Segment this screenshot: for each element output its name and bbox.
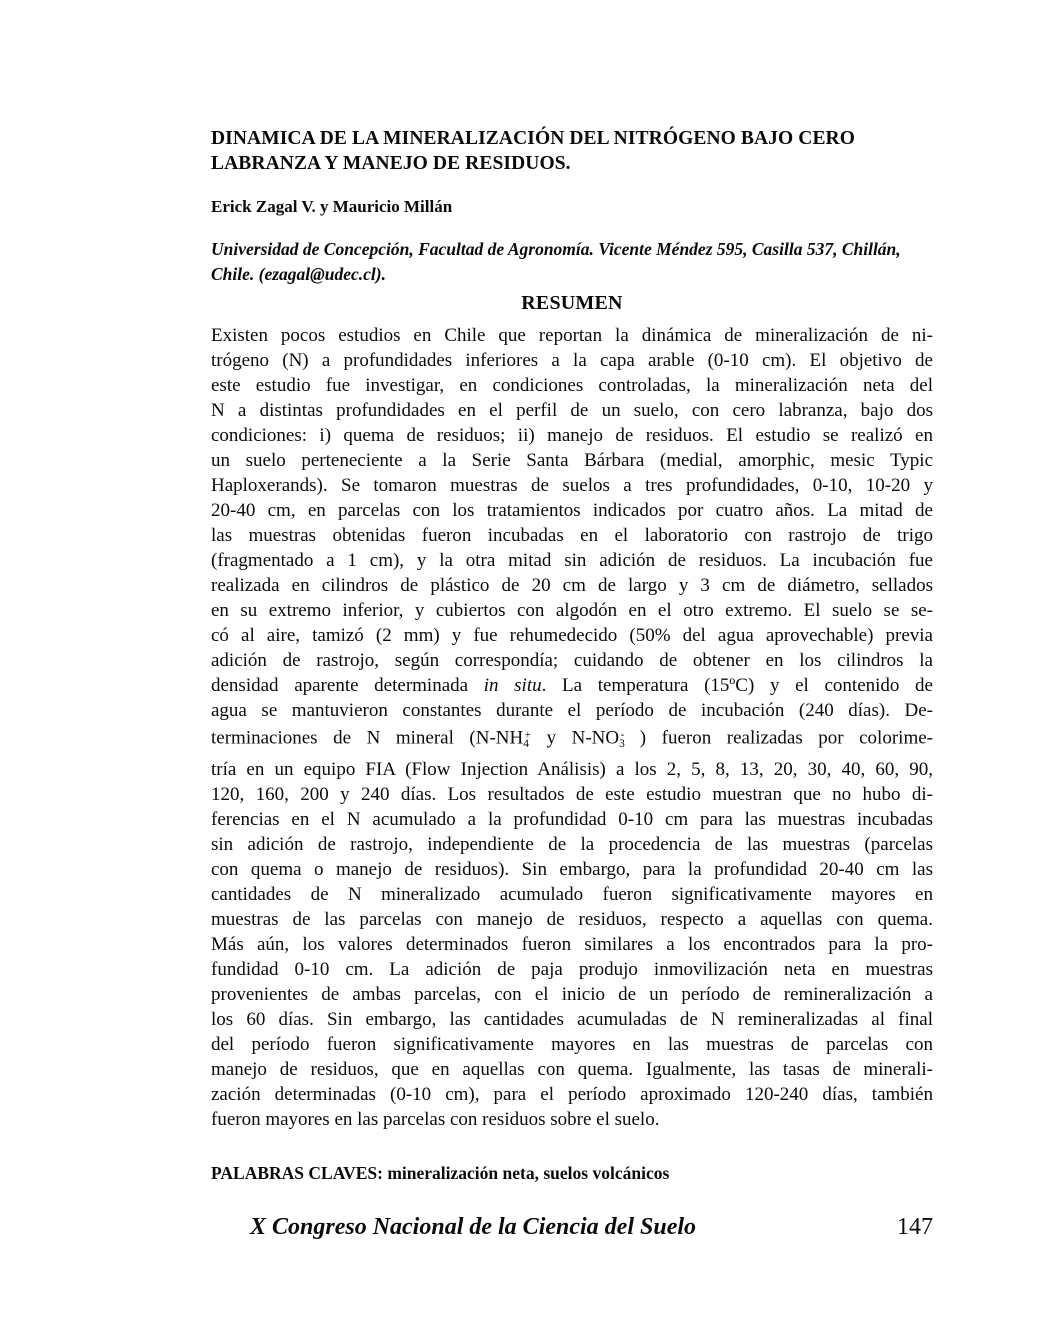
abstract-line [211, 673, 933, 698]
abstract-segment: 120, 160, 200 y 240 días. Los resultados de este estudio muestran que no hubo di- [211, 783, 933, 805]
abstract-segment: con quema o manejo de residuos). Sin embargo, para la profundidad 20-40 cm las [211, 858, 933, 880]
author-line: Erick Zagal V. y Mauricio Millán [211, 197, 453, 216]
keywords-label: PALABRAS CLAVES: [211, 1162, 383, 1183]
abstract-segment: ) fueron realizadas por colorime- [624, 727, 933, 749]
abstract-line [211, 723, 933, 757]
abstract-line [211, 623, 933, 648]
page-title [211, 126, 933, 176]
abstract-segment: un suelo perteneciente a la Serie Santa Bárbara (medial, amorphic, mesic Typic [211, 450, 933, 471]
abstract-segment: condiciones: i) quema de residuos; ii) manejo de residuos. El estudio se realizó en [211, 425, 933, 446]
abstract-segment-sub: 4 [523, 737, 529, 750]
abstract-line [211, 1057, 933, 1082]
affiliation-line-1: Universidad de Concepción, Facultad de Agronomía. Vicente Méndez 595, Casilla 537, Chillán, [211, 239, 901, 259]
abstract-segment: fundidad 0-10 cm. La adición de paja produjo inmovilización neta en muestras [211, 958, 933, 980]
abstract-line [211, 523, 933, 548]
abstract-segment: có al aire, tamizó (2 mm) y fue rehumedecido (50% del agua aprovechable) previa [211, 625, 933, 646]
abstract-segment: tría en un equipo FIA (Flow Injection Análisis) a los 2, 5, 8, 13, 20, 30, 40, 60, 90, [211, 758, 933, 780]
abstract-segment: agua se mantuvieron constantes durante el período de incubación (240 días). De- [211, 700, 933, 721]
keywords-line [211, 1162, 933, 1184]
abstract-segment: N a distintas profundidades en el perfil de un suelo, con cero labranza, bajo dos [211, 400, 933, 421]
abstract-line [211, 698, 933, 723]
abstract-line [211, 932, 933, 957]
abstract-line [211, 398, 933, 423]
abstract-segment: este estudio fue investigar, en condiciones controladas, la mineralización neta del [211, 375, 933, 396]
abstract-segment: adición de rastrojo, según correspondía; cuidando de obtener en los cilindros la [211, 650, 933, 671]
abstract-segment: zación determinadas (0-10 cm), para el período aproximado 120-240 días, también [211, 1083, 933, 1105]
abstract-segment: densidad aparente determinada [211, 675, 484, 696]
abstract-line [211, 473, 933, 498]
abstract-segment: muestras de las parcelas con manejo de residuos, respecto a aquellas con quema. [211, 908, 933, 930]
abstract-segment: 20-40 cm, en parcelas con los tratamientos indicados por cuatro años. La mitad de [211, 500, 933, 521]
abstract-line [211, 857, 933, 882]
abstract-segment: terminaciones de N mineral (N-NH [211, 727, 524, 749]
abstract-line [211, 782, 933, 807]
abstract-segment: y N-NO [531, 727, 620, 749]
abstract-segment-sub: 3 [619, 737, 625, 750]
abstract-line [211, 423, 933, 448]
abstract-line [211, 907, 933, 932]
abstract-line [211, 1082, 933, 1107]
abstract-segment: Haploxerands). Se tomaron muestras de suelos a tres profundidades, 0-10, 10-20 y [211, 475, 933, 496]
abstract-line [211, 982, 933, 1007]
page-content [211, 0, 933, 1242]
abstract-segment: provenientes de ambas parcelas, con el inicio de un período de remineralización a [211, 983, 933, 1005]
abstract-segment: Existen pocos estudios en Chile que reportan la dinámica de mineralización de ni- [211, 325, 933, 346]
abstract-segment-sup: + [524, 729, 532, 741]
abstract-segment: . La temperatura (15ºC) y el contenido de [541, 675, 933, 696]
abstract-segment: cantidades de N mineralizado acumulado fueron significativamente mayores en [211, 883, 933, 905]
abstract-line [211, 598, 933, 623]
abstract-line [211, 548, 933, 573]
abstract-segment: realizada en cilindros de plástico de 20 cm de largo y 3 cm de diámetro, sellados [211, 575, 933, 596]
abstract-line [211, 323, 933, 348]
abstract-line [211, 648, 933, 673]
abstract-segment: (fragmentado a 1 cm), y la otra mitad sin adición de residuos. La incubación fue [211, 550, 933, 571]
abstract-segment: en su extremo inferior, y cubiertos con algodón en el otro extremo. El suelo se se- [211, 600, 933, 621]
abstract-segment: las muestras obtenidas fueron incubadas en el laboratorio con rastrojo de trigo [211, 525, 933, 546]
abstract-line [211, 757, 933, 782]
affiliation-line-2: Chile. (ezagal@udec.cl). [211, 264, 386, 284]
abstract-line [211, 448, 933, 473]
abstract-segment-sup: - [620, 729, 625, 741]
abstract-segment: los 60 días. Sin embargo, las cantidades acumuladas de N remineralizadas al final [211, 1008, 933, 1030]
abstract-segment: ferencias en el N acumulado a la profundidad 0-10 cm para las muestras incubadas [211, 808, 933, 830]
abstract-segment: fueron mayores en las parcelas con residuos sobre el suelo. [211, 1108, 660, 1130]
section-heading-resumen: RESUMEN [521, 292, 623, 314]
abstract-line [211, 1007, 933, 1032]
abstract-segment: manejo de residuos, que en aquellas con quema. Igualmente, las tasas de minerali- [211, 1058, 933, 1080]
page-footer [211, 1212, 933, 1242]
abstract-segment: sin adición de rastrojo, independiente de la procedencia de las muestras (parcelas [211, 833, 933, 855]
abstract-line [211, 807, 933, 832]
abstract-line [211, 882, 933, 907]
abstract-segment: Más aún, los valores determinados fueron similares a los encontrados para la pro- [211, 933, 933, 955]
page-title-line-2: LABRANZA Y MANEJO DE RESIDUOS. [211, 153, 571, 174]
keywords-value: mineralización neta, suelos volcánicos [387, 1162, 670, 1183]
affiliation [211, 237, 933, 287]
abstract-line [211, 832, 933, 857]
abstract-line [211, 348, 933, 373]
abstract-segment-i: in situ [483, 675, 542, 696]
abstract-text [211, 323, 933, 1132]
footer-page-number: 147 [897, 1213, 933, 1240]
abstract-line [211, 1107, 933, 1132]
abstract-line [211, 957, 933, 982]
abstract-segment: del período fueron significativamente mayores en las muestras de parcelas con [211, 1033, 933, 1055]
abstract-line [211, 573, 933, 598]
footer-congress-title: X Congreso Nacional de la Ciencia del Suelo [250, 1213, 697, 1240]
page-title-line-1: DINAMICA DE LA MINERALIZACIÓN DEL NITRÓGENO BAJO CERO [211, 128, 856, 149]
abstract-line [211, 373, 933, 398]
abstract-line [211, 498, 933, 523]
abstract-line [211, 1032, 933, 1057]
abstract-segment: trógeno (N) a profundidades inferiores a la capa arable (0-10 cm). El objetivo de [211, 350, 933, 371]
